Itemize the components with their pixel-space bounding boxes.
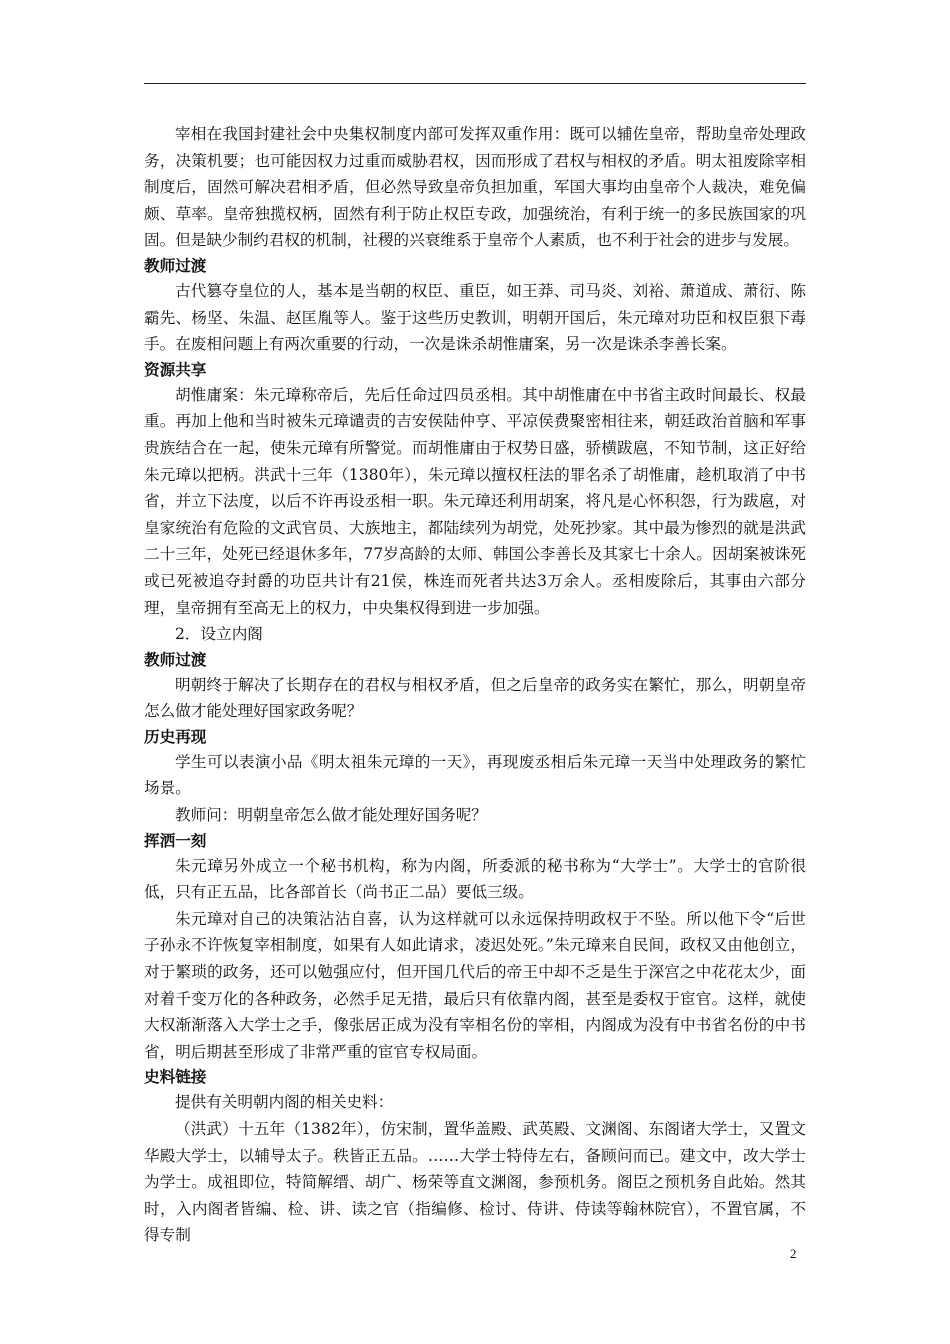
document-body xyxy=(144,121,806,1249)
paragraph-skit: 学生可以表演小品《明太祖朱元璋的一天》，再现废丞相后朱元璋一天当中处理政务的繁忙场景。 xyxy=(144,752,806,798)
paragraph-emperor-affairs: 明朝终于解决了长期存在的君权与相权矛盾，但之后皇帝的政务实在繁忙，那么，明朝皇帝怎么做才能处理好国家政务呢？ xyxy=(144,675,806,721)
paragraph-cabinet-power: 朱元璋对自己的决策沾沾自喜，认为这样就可以永远保持明政权于不坠。所以他下令“后世子孙永不许恢复宰相制度，如果有人如此请求，凌迟处死。”朱元璋来自民间，政权又由他创立，对于繁琐的政务，还可以勉强应付，但开国几代后的帝王中却不乏是生于深宫之中花花太少，面对着千变万化的各种政务，必然手足无措，最后只有依靠内阁，甚至是委权于宦官。这样，就使大权渐渐落入大学士之手，像张居正成为没有宰相名份的宰相，内阁成为没有中书省名份的中书省，明后期甚至形成了非常严重的宦官专权局面。 xyxy=(144,909,806,1061)
paragraph-usurpers: 古代篡夺皇位的人，基本是当朝的权臣、重臣，如王莽、司马炎、刘裕、萧道成、萧衍、陈霸先、杨坚、朱温、赵匡胤等人。鉴于这些历史教训，明朝开国后，朱元璋对功臣和权臣狠下毒手。在废相问题上有两次重要的行动，一次是诛杀胡惟庸案，另一次是诛杀李善长案。 xyxy=(144,281,806,354)
heading-historical-sources: 史料链接 xyxy=(144,1068,207,1087)
header-rule xyxy=(144,83,806,84)
heading-teacher-transition: 教师过渡 xyxy=(144,256,207,275)
paragraph-chancellor-role: 宰相在我国封建社会中央集权制度内部可发挥双重作用：既可以辅佐皇帝，帮助皇帝处理政务，决策机要；也可能因权力过重而威胁君权，因而形成了君权与相权的矛盾。明太祖废除宰相制度后，固然可解决君相矛盾，但必然导致皇帝负担加重，军国大事均由皇帝个人裁决，难免偏颇、草率。皇帝独揽权柄，固然有利于防止权臣专政，加强统治，有利于统一的多民族国家的巩固。但是缺少制约君权的机制，社稷的兴衰维系于皇帝个人素质，也不利于社会的进步与发展。 xyxy=(144,125,806,250)
heading-teacher-transition-2: 教师过渡 xyxy=(144,650,207,669)
paragraph-sources-intro: 提供有关明朝内阁的相关史料： xyxy=(175,1093,394,1112)
paragraph-grand-secretary: 朱元璋另外成立一个秘书机构，称为内阁，所委派的秘书称为“大学士”。大学士的官阶很低，只有正五品，比各部首长（尚书正二品）要低三级。 xyxy=(144,856,806,902)
heading-resource-sharing: 资源共享 xyxy=(144,360,207,379)
paragraph-teacher-question: 教师问：明朝皇帝怎么做才能处理好国务呢？ xyxy=(175,806,487,825)
heading-free-moment: 挥洒一刻 xyxy=(144,831,207,850)
section-title-cabinet: 2．设立内阁 xyxy=(175,625,263,644)
paragraph-source-quote: （洪武）十五年（1382年），仿宋制，置华盖殿、武英殿、文渊阁、东阁诸大学士，又置文华殿大学士，以辅导太子。秩皆正五品。……大学士特侍左右，备顾问而已。建文中，改大学士为学士。成祖即位，特简解缙、胡广、杨荣等直文渊阁，参预机务。阁臣之预机务自此始。然其时，入内阁者皆编、检、讲、读之官（指编修、检讨、侍讲、侍读等翰林院官），不置官属，不得专制 xyxy=(144,1120,806,1245)
heading-history-reenact: 历史再现 xyxy=(144,727,207,746)
page-number: 2 xyxy=(790,1246,797,1261)
paragraph-hu-weiyong-case: 胡惟庸案：朱元璋称帝后，先后任命过四员丞相。其中胡惟庸在中书省主政时间最长、权最重。再加上他和当时被朱元璋谴责的吉安侯陆仲亨、平凉侯费聚密相往来，朝廷政治首脑和军事贵族结合在一起，使朱元璋有所警觉。而胡惟庸由于权势日盛，骄横跋扈，不知节制，这正好给朱元璋以把柄。洪武十三年（1380年），朱元璋以擅权枉法的罪名杀了胡惟庸，趁机取消了中书省，并立下法度，以后不许再设丞相一职。朱元璋还利用胡案，将凡是心怀积怨，行为跋扈，对皇家统治有危险的文武官员、大族地主，都陆续列为胡党，处死抄家。其中最为惨烈的就是洪武二十三年，处死已经退休多年，77岁高龄的太师、韩国公李善长及其家七十余人。因胡案被诛死或已死被追夺封爵的功臣共计有21侯，株连而死者共达3万余人。丞相废除后，其事由六部分理，皇帝拥有至高无上的权力，中央集权得到进一步加强。 xyxy=(144,385,806,617)
